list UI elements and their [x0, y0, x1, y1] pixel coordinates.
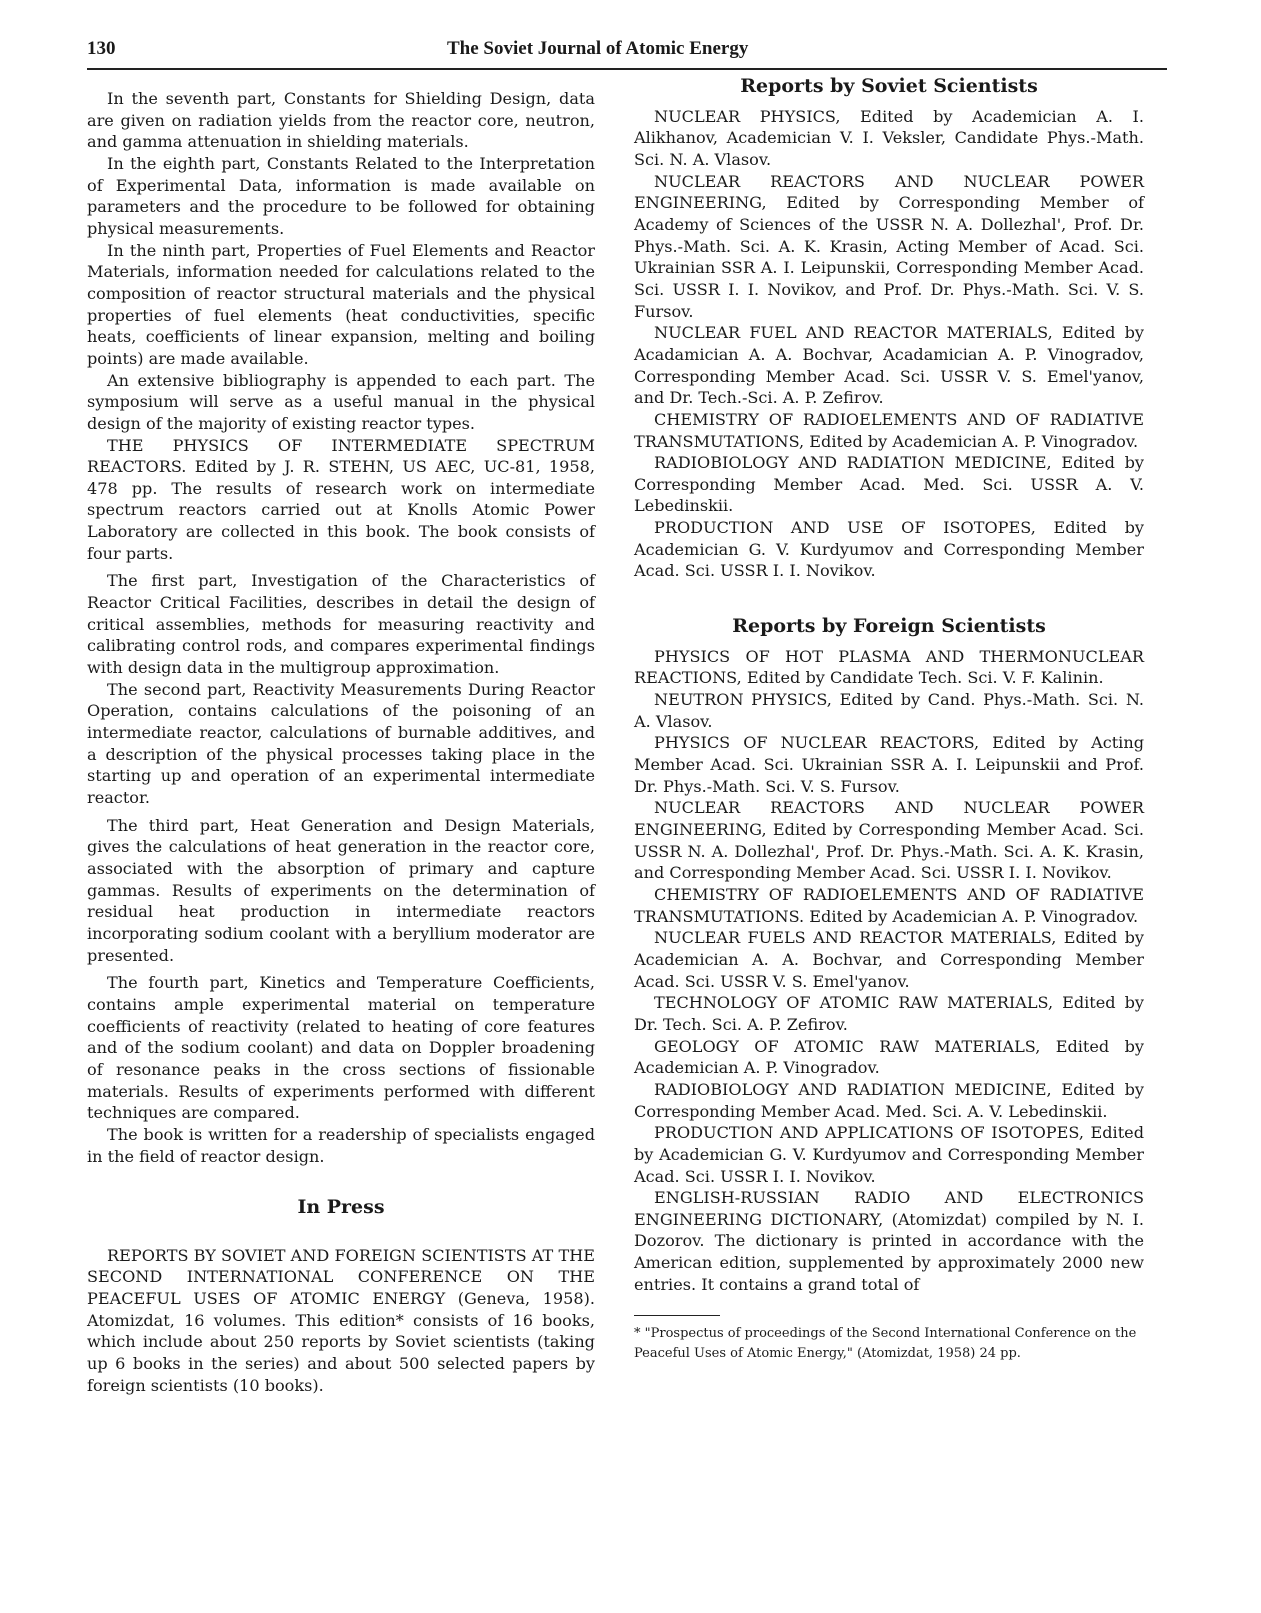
running-header	[87, 38, 1167, 70]
paragraph: The book is written for a readership of specialists engaged in the field of reactor design.	[87, 1124, 595, 1166]
list-item: NUCLEAR FUEL AND REACTOR MATERIALS, Edited by Acadamician A. A. Bochvar, Acadamician A. P. Vinogradov, Corresponding Member Acad. Sci. USSR V. S. Emel'yanov, and Dr. Tech.-Sci. A. P. Zefirov.	[634, 323, 1144, 408]
soviet-reports-heading: Reports by Soviet Scientists	[740, 75, 1038, 97]
paragraph: The second part, Reactivity Measurements During Reactor Operation, contains calculations of the poisoning of an intermediate reactor, calculations of burnable additives, and a description of the physical processes taking place in the starting up and operation of an experimental intermediate reactor.	[87, 679, 595, 807]
list-item: ENGLISH-RUSSIAN RADIO AND ELECTRONICS ENGINEERING DICTIONARY, (Atomizdat) compiled by N. I. Dozorov. The dictionary is printed in accordance with the American edition, supplemented by approximately 2000 new entries. It contains a grand total of	[634, 1188, 1144, 1294]
in-press-heading: In Press	[297, 1196, 385, 1219]
list-item: NUCLEAR REACTORS AND NUCLEAR POWER ENGINEERING, Edited by Corresponding Member Acad. Sci. USSR N. A. Dollezhal', Prof. Dr. Phys.-Math. Sci. A. K. Krasin, and Corresponding Member Acad. Sci. USSR I. I. Novikov.	[634, 798, 1144, 883]
journal-title: The Soviet Journal of Atomic Energy	[447, 38, 749, 59]
footnote-rule	[634, 1315, 720, 1316]
paragraph: In the eighth part, Constants Related to the Interpretation of Experimental Data, information is made available on parameters and the procedure to be followed for obtaining physical measurements.	[87, 153, 595, 238]
paragraph: The third part, Heat Generation and Design Materials, gives the calculations of heat generation in the reactor core, associated with the absorption of primary and capture gammas. Results of experiments on the determination of residual heat production in intermediate reactors incorporating sodium coolant with a beryllium moderator are presented.	[87, 815, 595, 965]
paragraph: In the seventh part, Constants for Shielding Design, data are given on radiation yields from the reactor core, neutron, and gamma attenuation in shielding materials.	[87, 89, 595, 152]
right-column	[634, 76, 1144, 1364]
paragraph: In the ninth part, Properties of Fuel Elements and Reactor Materials, information needed for calculations related to the composition of reactor structural materials and the physical properties of fuel elements (heat conductivities, specific heats, coefficients of linear expansion, melting and boiling points) are made available.	[87, 240, 595, 368]
list-item: TECHNOLOGY OF ATOMIC RAW MATERIALS, Edited by Dr. Tech. Sci. A. P. Zefirov.	[634, 993, 1144, 1034]
list-item: RADIOBIOLOGY AND RADIATION MEDICINE, Edited by Corresponding Member Acad. Med. Sci. USSR A. V. Lebedinskii.	[634, 453, 1144, 516]
paragraph: The fourth part, Kinetics and Temperature Coefficients, contains ample experimental material on temperature coefficients of reactivity (related to heating of core features and of the sodium coolant) and data on Doppler broadening of resonance peaks in the cross sections of fissionable materials. Results of experiments performed with different techniques are compared.	[87, 973, 595, 1123]
paragraph: THE PHYSICS OF INTERMEDIATE SPECTRUM REACTORS. Edited by J. R. STEHN, US AEC, UC-81, 1958, 478 pp. The results of research work on intermediate spectrum reactors carried out at Knolls Atomic Power Laboratory are collected in this book. The book consists of four parts.	[87, 435, 595, 563]
list-item: NUCLEAR REACTORS AND NUCLEAR POWER ENGINEERING, Edited by Corresponding Member of Academy of Sciences of the USSR N. A. Dollezhal', Prof. Dr. Phys.-Math. Sci. A. K. Krasin, Acting Member of Acad. Sci. Ukrainian SSR A. I. Leipunskii, Corresponding Member Acad. Sci. USSR I. I. Novikov, and Prof. Dr. Phys.-Math. Sci. V. S. Fursov.	[634, 171, 1144, 321]
list-item: NUCLEAR PHYSICS, Edited by Academician A. I. Alikhanov, Academician V. I. Veksler, Candidate Phys.-Math. Sci. N. A. Vlasov.	[634, 106, 1144, 169]
left-column	[87, 88, 595, 1396]
list-item: PRODUCTION AND APPLICATIONS OF ISOTOPES, Edited by Academician G. V. Kurdyumov and Corresponding Member Acad. Sci. USSR I. I. Novikov.	[634, 1123, 1144, 1186]
list-item: CHEMISTRY OF RADIOELEMENTS AND OF RADIATIVE TRANSMUTATIONS, Edited by Academician A. P. Vinogradov.	[634, 409, 1144, 451]
list-item: NUCLEAR FUELS AND REACTOR MATERIALS, Edited by Academician A. A. Bochvar, and Corresponding Member Acad. Sci. USSR V. S. Emel'yanov.	[634, 928, 1144, 991]
list-item: PHYSICS OF NUCLEAR REACTORS, Edited by Acting Member Acad. Sci. Ukrainian SSR A. I. Leipunskii and Prof. Dr. Phys.-Math. Sci. V. S. Fursov.	[634, 733, 1144, 796]
list-item: RADIOBIOLOGY AND RADIATION MEDICINE, Edited by Corresponding Member Acad. Med. Sci. A. V. Lebedinskii.	[634, 1079, 1144, 1121]
list-item: PHYSICS OF HOT PLASMA AND THERMONUCLEAR REACTIONS, Edited by Candidate Tech. Sci. V. F. Kalinin.	[634, 646, 1144, 688]
list-item: CHEMISTRY OF RADIOELEMENTS AND OF RADIATIVE TRANSMUTATIONS. Edited by Academician A. P. Vinogradov.	[634, 884, 1144, 926]
list-item: NEUTRON PHYSICS, Edited by Cand. Phys.-Math. Sci. N. A. Vlasov.	[634, 690, 1144, 731]
list-item: GEOLOGY OF ATOMIC RAW MATERIALS, Edited by Academician A. P. Vinogradov.	[634, 1036, 1144, 1078]
list-item: PRODUCTION AND USE OF ISOTOPES, Edited by Academician G. V. Kurdyumov and Corresponding Member Acad. Sci. USSR I. I. Novikov.	[634, 518, 1144, 581]
page-number: 130	[87, 38, 116, 59]
footnote: * "Prospectus of proceedings of the Second International Conference on the Peaceful Uses of Atomic Energy," (Atomizdat, 1958) 24 pp.	[634, 1326, 1137, 1362]
paragraph: The first part, Investigation of the Characteristics of Reactor Critical Facilities, describes in detail the design of critical assemblies, methods for measuring reactivity and calibrating control rods, and compares experimental findings with design data in the multigroup approximation.	[87, 571, 595, 678]
paragraph: REPORTS BY SOVIET AND FOREIGN SCIENTISTS AT THE SECOND INTERNATIONAL CONFERENCE ON THE PEACEFUL USES OF ATOMIC ENERGY (Geneva, 1958). Atomizdat, 16 volumes. This edition* consists of 16 books, which include about 250 reports by Soviet scientists (taking up 6 books in the series) and about 500 selected papers by foreign scientists (10 books).	[87, 1245, 595, 1395]
foreign-reports-heading: Reports by Foreign Scientists	[732, 615, 1046, 638]
paragraph: An extensive bibliography is appended to each part. The symposium will serve as a useful manual in the physical design of the majority of existing reactor types.	[87, 370, 595, 433]
